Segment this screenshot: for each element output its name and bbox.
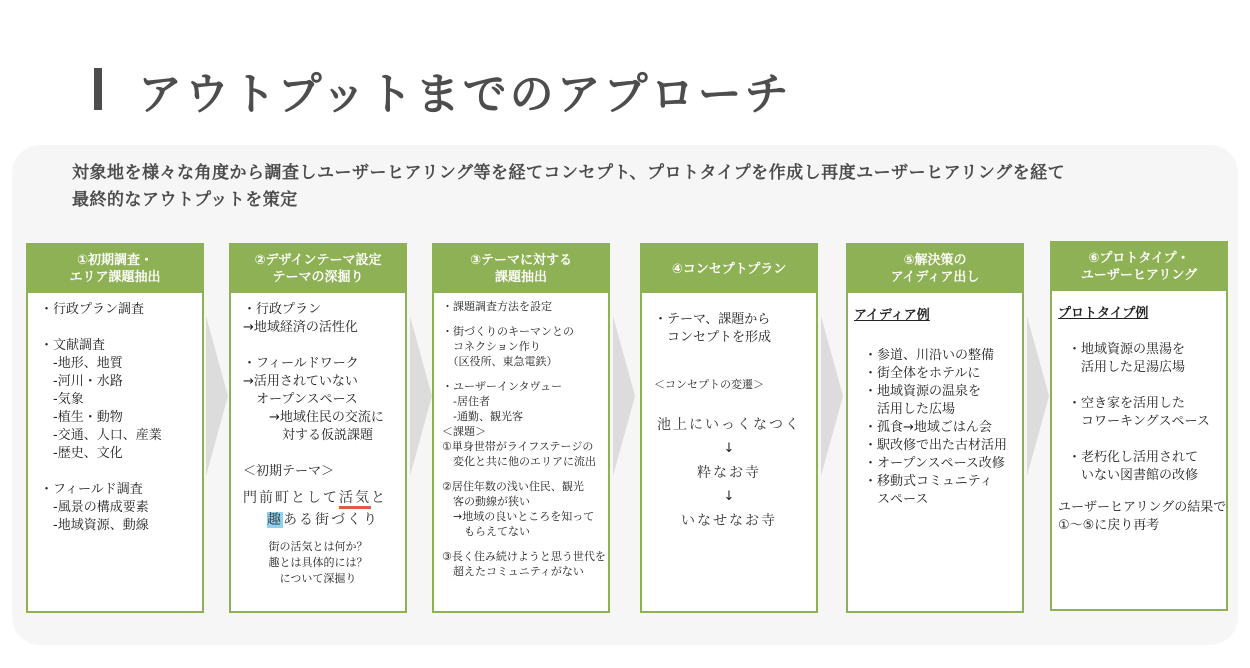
concept-3: いなせなお寺 — [681, 513, 777, 529]
intro-line: 対象地を様々な角度から調査しユーザーヒアリング等を経てコンセプト、プロトタイプを作成し再度ユーザーヒアリングを経て — [72, 163, 1066, 183]
text-line: -交通、人口、産業 — [40, 428, 162, 443]
text-line: -植生・動物 — [40, 410, 123, 425]
spacer — [442, 469, 602, 479]
text-line: -居住者 — [442, 395, 490, 408]
text-line: →地域経済の活性化 — [243, 320, 358, 335]
flow-arrow — [1027, 316, 1049, 476]
text-line: 活用した足湯広場 — [1068, 360, 1186, 375]
text-line: ・フィールド調査 — [40, 482, 143, 497]
footer-line: ①～⑤に戻り再考 — [1058, 518, 1160, 533]
step-column-solution-ideas — [846, 243, 1024, 613]
text-line: スペース — [864, 492, 929, 507]
arrow-down: ↓ — [723, 489, 735, 504]
text-line: -気象 — [40, 392, 84, 407]
column-body — [848, 293, 1022, 509]
text-line: 対する仮説課題 — [243, 428, 374, 443]
text-line: ・駅改修で出た古材活用 — [864, 438, 1008, 453]
concept-1: 池上にいっくなつく — [657, 417, 801, 433]
concept-transition — [654, 413, 810, 533]
text-line: →活用されていない — [243, 374, 358, 389]
column-body — [231, 293, 405, 587]
text-line: -歴史、文化 — [40, 446, 123, 461]
page-title: アウトプットまでのアプローチ — [138, 69, 792, 120]
text-line: （区役所、東急電鉄） — [442, 355, 558, 368]
column-header: ⑥プロトタイプ・ ユーザーヒアリング — [1052, 243, 1226, 291]
text-line: ・街づくりのキーマンとの — [442, 325, 574, 338]
text-line: ・参道、川沿いの整備 — [864, 348, 995, 363]
intro-text — [72, 160, 1192, 214]
column-header: ②デザインテーマ設定 テーマの深掘り — [231, 245, 405, 293]
text-line: ・テーマ、課題から — [654, 312, 771, 327]
column-header: ⑤解決策の アイディア出し — [848, 245, 1022, 293]
arrow-down: ↓ — [723, 441, 735, 456]
title-accent-bar — [94, 68, 102, 110]
note-line: について深掘り — [279, 572, 357, 585]
column-body — [28, 293, 202, 535]
initial-theme-line1: 門前町として活気と — [243, 489, 399, 507]
text-line: コネクション作り — [442, 340, 541, 353]
text-line: →地域の良いところを知って — [442, 510, 595, 523]
text-line: ②居住年数の浅い住民、観光 — [442, 480, 584, 493]
text-line: ③長く住み続けようと思う世代を — [442, 550, 606, 563]
text-line: ・オープンスペース改修 — [864, 456, 1005, 471]
spacer — [442, 539, 602, 549]
text-line: 客の動線が狭い — [442, 495, 530, 508]
flow-arrow — [410, 316, 432, 476]
text-line: -風景の構成要素 — [40, 500, 149, 515]
spacer — [1068, 431, 1220, 449]
text-line: →地域住民の交流に — [243, 410, 384, 425]
initial-theme-line2: 趣ある街づくり — [267, 512, 379, 528]
text-line: オープンスペース — [243, 392, 358, 407]
concept-2: 粋なお寺 — [697, 465, 761, 481]
spacer — [243, 337, 399, 355]
column-body — [434, 293, 608, 579]
text-line: コワーキングスペース — [1068, 414, 1210, 429]
spacer — [1068, 377, 1220, 395]
text-line: ・移動式コミュニティ — [864, 474, 993, 489]
text-line: ・行政プラン調査 — [40, 302, 145, 317]
prototype-footer — [1058, 499, 1227, 535]
concept-transition-label: ＜コンセプトの変遷＞ — [654, 378, 764, 391]
spacer — [442, 314, 602, 324]
text-line: -地形、地質 — [40, 356, 123, 371]
column-body — [1052, 291, 1226, 535]
step-column-prototype — [1050, 241, 1228, 611]
text-line: もらえてない — [442, 525, 530, 538]
spacer — [243, 445, 399, 463]
text-line: ・老朽化し活用されて — [1068, 450, 1199, 465]
note-line: 街の活気とは何か？ — [268, 540, 368, 553]
step-column-initial-survey — [26, 243, 204, 613]
text-line: ・フィールドワーク — [243, 356, 359, 371]
flow-arrow — [613, 316, 635, 476]
step-column-concept-plan — [640, 243, 818, 613]
flow-arrow — [206, 316, 228, 476]
spacer — [40, 319, 196, 337]
spacer — [40, 463, 196, 481]
step-column-design-theme — [229, 243, 407, 613]
spacer — [442, 369, 602, 379]
flow-arrow — [821, 316, 843, 476]
text-line: 超えたコミュニティがない — [442, 565, 584, 578]
text-line: ・行政プラン — [243, 302, 322, 317]
text-line: ・街全体をホテルに — [864, 366, 981, 381]
text-line: いない図書館の改修 — [1068, 468, 1199, 483]
column-header: ①初期調査・ エリア課題抽出 — [28, 245, 202, 293]
text-line: ・ユーザーインタヴュー — [442, 380, 563, 393]
column-header: ④コンセプトプラン — [642, 245, 816, 293]
column-body — [642, 293, 816, 533]
text-line: 活用した広場 — [864, 402, 956, 417]
step-column-issue-extraction — [432, 243, 610, 613]
text-line: ①単身世帯がライフステージの — [442, 440, 594, 453]
text-line: ・地域資源の黒湯を — [1068, 342, 1186, 357]
text-line: ・空き家を活用した — [1068, 396, 1186, 411]
text-line: コンセプトを形成 — [654, 330, 772, 345]
text-line: 変化と共に他のエリアに流出 — [442, 455, 596, 468]
text-line: ・孤食→地域ごはん会 — [864, 420, 992, 435]
text-line: ・文献調査 — [40, 338, 106, 353]
text-line: ・地域資源の温泉を — [864, 384, 982, 399]
theme-notes — [243, 539, 399, 587]
text-line: ・課題調査方法を設定 — [442, 300, 552, 313]
text-line: -河川・水路 — [40, 374, 123, 389]
text-line: ＜初期テーマ＞ — [243, 464, 335, 479]
column-header: ③テーマに対する 課題抽出 — [434, 245, 608, 293]
footer-line: ユーザーヒアリングの結果で — [1058, 500, 1227, 515]
ideas-subtitle: アイディア例 — [854, 308, 930, 323]
text-line: ＜課題＞ — [442, 425, 486, 438]
intro-line: 最終的なアウトプットを策定 — [72, 190, 298, 210]
text-line: -地域資源、動線 — [40, 518, 149, 533]
prototype-subtitle: プロトタイプ例 — [1058, 306, 1149, 321]
note-line: 趣とは具体的には？ — [268, 556, 368, 569]
text-line: -通勤、観光客 — [442, 410, 523, 423]
